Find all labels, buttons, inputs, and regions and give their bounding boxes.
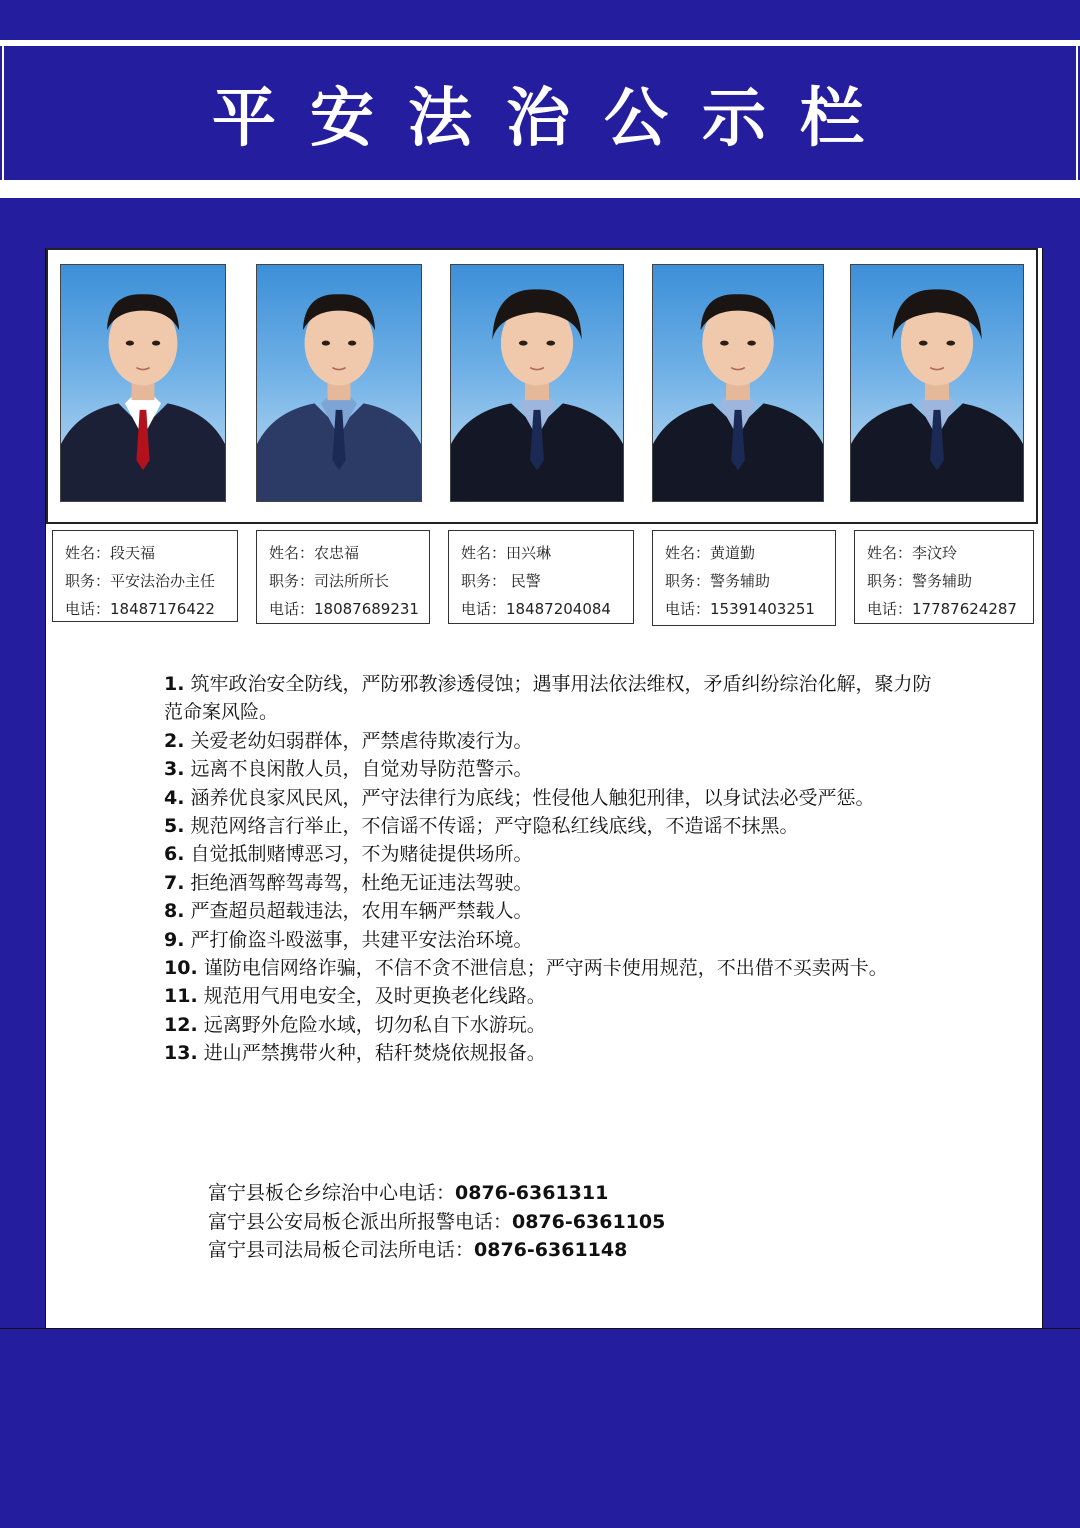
rule-item — [164, 1011, 944, 1039]
rule-item — [164, 926, 944, 954]
rule-text: 远离野外危险水域，切勿私自下水游玩。 — [197, 1013, 546, 1036]
staff-phone[interactable]: 电话：18087689231 — [269, 600, 419, 618]
contact-list — [208, 1179, 665, 1265]
staff-role: 职务：司法所所长 — [269, 572, 390, 590]
rule-text: 进山严禁携带火种，秸秆焚烧依规报备。 — [197, 1042, 546, 1065]
rule-text: 远离不良闲散人员，自觉劝导防范警示。 — [184, 758, 533, 781]
staff-info-card — [256, 530, 430, 624]
bottom-band — [0, 1328, 1080, 1528]
contact-line — [208, 1179, 665, 1208]
portrait-figure — [451, 265, 623, 501]
rule-text: 筑牢政治安全防线，严防邪教渗透侵蚀；遇事用法依法维权，矛盾纠纷综治化解，聚力防范命案风险。 — [164, 673, 932, 724]
rule-item — [164, 840, 944, 868]
contact-line — [208, 1208, 665, 1237]
portrait-photo — [850, 264, 1024, 502]
rule-text: 规范用气用电安全，及时更换老化线路。 — [197, 985, 546, 1008]
rule-item — [164, 784, 944, 812]
rule-number: 1. — [164, 673, 185, 695]
portrait-photo — [60, 264, 226, 502]
staff-phone[interactable]: 电话：18487204084 — [461, 600, 611, 618]
rule-item — [164, 869, 944, 897]
staff-phone[interactable]: 电话：17787624287 — [867, 600, 1017, 618]
rule-item — [164, 897, 944, 925]
portrait-figure — [653, 265, 823, 501]
rule-number: 4. — [164, 786, 185, 809]
rule-number: 10. — [164, 957, 198, 980]
rule-item — [164, 954, 944, 982]
rule-item — [164, 982, 944, 1010]
rule-text: 谨防电信网络诈骗，不信不贪不泄信息；严守两卡使用规范，不出借不买卖两卡。 — [197, 957, 888, 980]
staff-name: 姓名：田兴琳 — [461, 544, 552, 562]
contact-label: 富宁县板仑乡综治中心电话： — [208, 1182, 456, 1204]
rule-number: 6. — [164, 843, 185, 866]
rule-number: 11. — [164, 985, 198, 1008]
staff-info-card — [448, 530, 634, 624]
rule-text: 严打偷盗斗殴滋事，共建平安法治环境。 — [184, 928, 533, 951]
portrait-figure — [257, 265, 421, 501]
rule-number: 5. — [164, 815, 185, 838]
rule-number: 7. — [164, 871, 185, 894]
left-border-band — [0, 248, 46, 1328]
rules-list — [164, 670, 944, 1068]
title-divider-bottom — [0, 180, 1080, 198]
contact-label: 富宁县司法局板仑司法所电话： — [208, 1239, 475, 1261]
contact-phone-number[interactable]: 0876-6361148 — [474, 1239, 628, 1261]
rule-item — [164, 755, 944, 783]
staff-name: 姓名：黄道勤 — [665, 544, 756, 562]
rule-text: 严查超员超载违法，农用车辆严禁载人。 — [184, 900, 533, 923]
rule-item — [164, 670, 944, 727]
rule-text: 拒绝酒驾醉驾毒驾，杜绝无证违法驾驶。 — [184, 871, 533, 894]
staff-info-card — [854, 530, 1034, 624]
rule-text: 自觉抵制赌博恶习，不为赌徒提供场所。 — [184, 843, 533, 866]
contact-label: 富宁县公安局板仑派出所报警电话： — [208, 1210, 513, 1233]
rule-number: 3. — [164, 758, 185, 781]
staff-phone[interactable]: 电话：15391403251 — [665, 600, 815, 618]
staff-name: 姓名：段天福 — [65, 544, 156, 562]
right-border-band — [1042, 248, 1080, 1328]
rule-item — [164, 812, 944, 840]
title-box — [2, 46, 1078, 180]
staff-role: 职务： 民警 — [461, 572, 541, 590]
rule-text: 规范网络言行举止，不信谣不传谣；严守隐私红线底线，不造谣不抹黑。 — [184, 815, 799, 838]
contact-phone-number[interactable]: 0876-6361311 — [455, 1182, 609, 1204]
rule-text: 关爱老幼妇弱群体，严禁虐待欺凌行为。 — [184, 729, 533, 752]
staff-name: 姓名：农忠福 — [269, 544, 360, 562]
rule-item — [164, 727, 944, 755]
rule-text: 涵养优良家风民风，严守法律行为底线；性侵他人触犯刑律，以身试法必受严惩。 — [184, 786, 875, 809]
top-band — [0, 0, 1080, 40]
staff-name: 姓名：李汶玲 — [867, 544, 958, 562]
portrait-figure — [851, 265, 1023, 501]
rule-number: 9. — [164, 928, 185, 951]
contact-line — [208, 1236, 665, 1265]
portrait-photo — [450, 264, 624, 502]
contact-phone-number[interactable]: 0876-6361105 — [512, 1210, 666, 1233]
staff-info-card — [52, 530, 238, 622]
page-title: 平安法治公示栏 — [212, 81, 898, 156]
portrait-figure — [61, 265, 225, 501]
rule-number: 2. — [164, 729, 185, 752]
portrait-photo — [256, 264, 422, 502]
rule-number: 8. — [164, 900, 185, 923]
staff-phone[interactable]: 电话：18487176422 — [65, 600, 215, 618]
portrait-photo — [652, 264, 824, 502]
staff-role: 职务：警务辅助 — [665, 572, 771, 590]
rule-number: 12. — [164, 1013, 198, 1036]
rule-item — [164, 1039, 944, 1067]
staff-info-card — [652, 530, 836, 626]
staff-role: 职务：平安法治办主任 — [65, 572, 216, 590]
rule-number: 13. — [164, 1042, 198, 1065]
staff-role: 职务：警务辅助 — [867, 572, 973, 590]
